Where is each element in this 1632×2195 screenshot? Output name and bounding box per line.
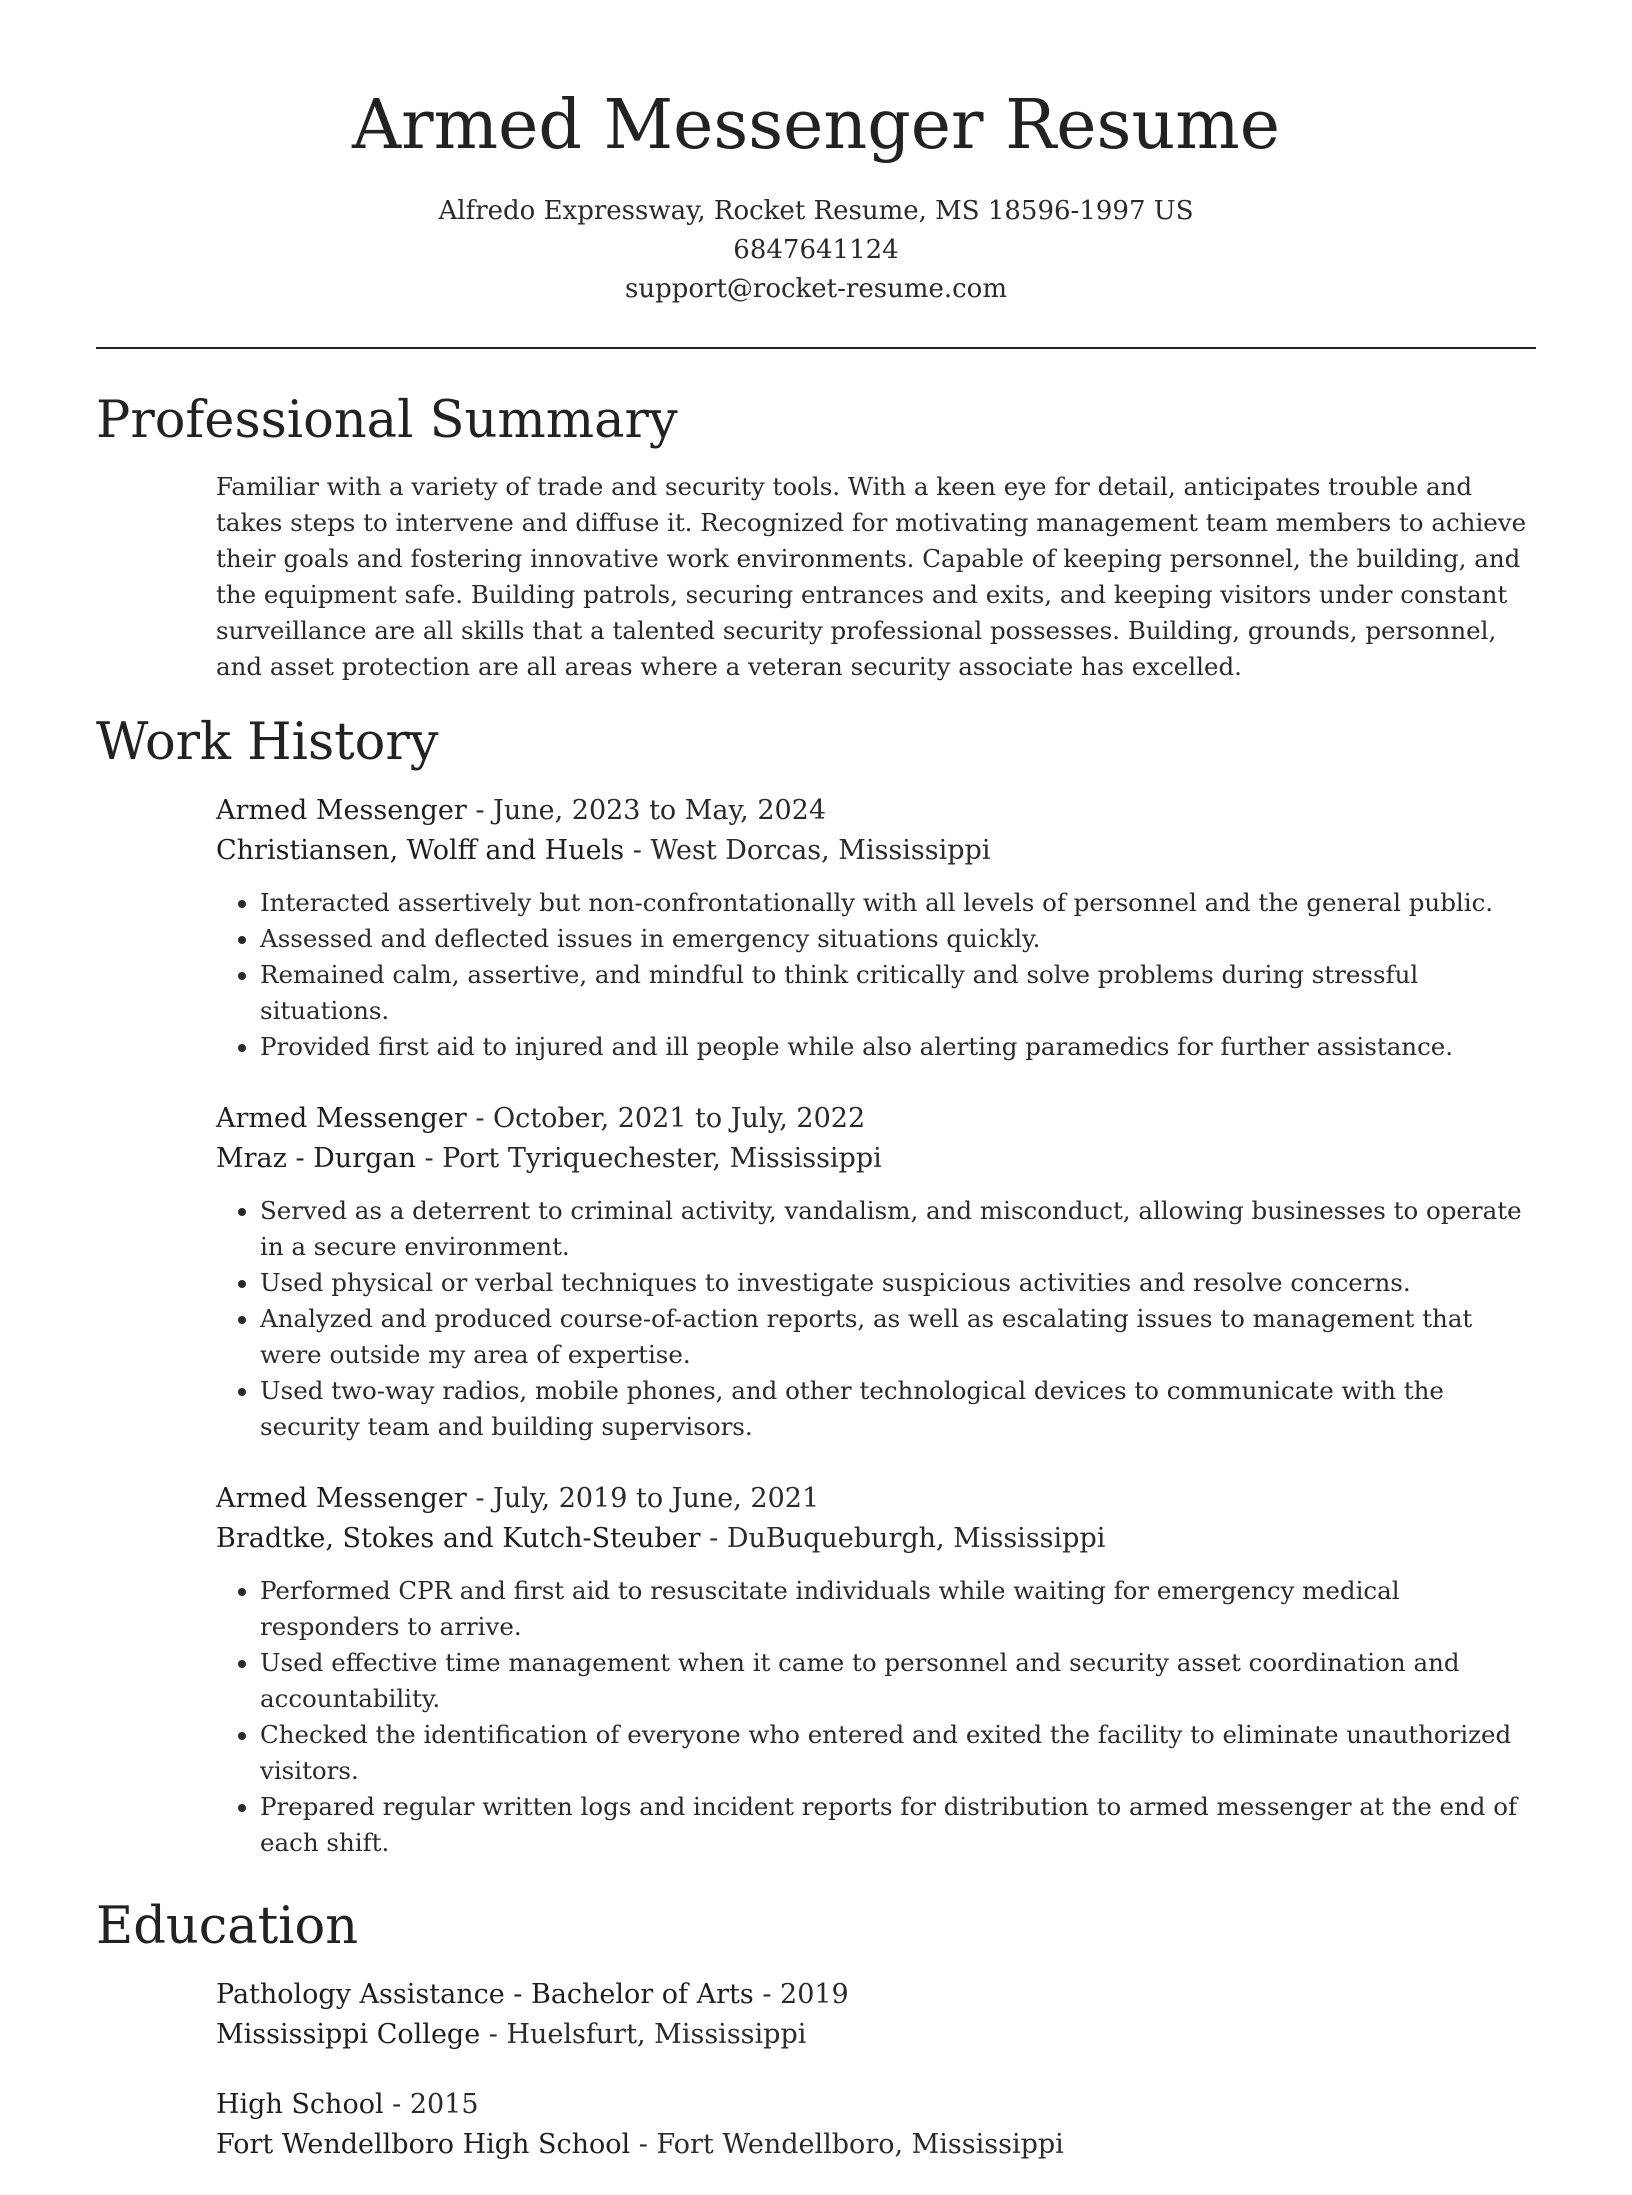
summary-text: Familiar with a variety of trade and security tools. With a keen eye for detail, anticipates trouble and takes steps to intervene and diffuse it. Recognized for motivating management team members to achieve their goals and fostering innovative work environments. Capable of keeping personnel, the building, and the equipment safe. Building patrols, securing entrances and exits, and keeping visitors under constant surveillance are all skills that a talented security professional possesses. Building, grounds, personnel, and asset protection are all areas where a veteran security associate has excelled.: [216, 472, 1527, 681]
job-location: - Port Tyriquechester, Mississippi: [415, 1143, 882, 1174]
resume-header: [96, 0, 1536, 309]
education-school-line: [216, 2015, 1536, 2055]
job-role: Armed Messenger: [216, 795, 467, 826]
job-entry: [216, 1099, 1536, 1445]
job-company-line: [216, 1139, 1536, 1179]
professional-summary-section: [96, 389, 1536, 685]
job-dates: - June, 2023 to May, 2024: [466, 795, 827, 826]
job-title-line: [216, 1099, 1536, 1139]
job-bullet: • Assessed and deflected issues in emergency situations quickly.: [260, 921, 1536, 957]
education-school: Fort Wendellboro High School: [216, 2129, 631, 2160]
job-company: Christiansen, Wolff and Huels: [216, 835, 625, 866]
job-bullets: [216, 1573, 1536, 1861]
job-bullets: [216, 1193, 1536, 1445]
job-bullet: • Used two-way radios, mobile phones, and other technological devices to communicate with the security team and building supervisors.: [260, 1373, 1536, 1445]
job-location: - West Dorcas, Mississippi: [624, 835, 991, 866]
job-company-line: [216, 1519, 1536, 1559]
job-title-line: [216, 791, 1536, 831]
job-dates: - October, 2021 to July, 2022: [466, 1103, 866, 1134]
contact-phone: 6847641124: [733, 235, 899, 265]
job-bullet: • Remained calm, assertive, and mindful to think critically and solve problems during stressful situations.: [260, 957, 1536, 1029]
resume-page: [96, 0, 1536, 2195]
job-bullet: • Provided first aid to injured and ill people while also alerting paramedics for further assistance.: [260, 1029, 1536, 1065]
education-degree: High School: [216, 2089, 384, 2120]
job-bullets: [216, 885, 1536, 1065]
education-location: - Huelsfurt, Mississippi: [480, 2019, 807, 2050]
education-school: Mississippi College: [216, 2019, 481, 2050]
job-location: - DuBuqueburgh, Mississippi: [700, 1523, 1106, 1554]
job-bullet: • Used physical or verbal techniques to investigate suspicious activities and resolve concerns.: [260, 1265, 1536, 1301]
job-bullet: • Interacted assertively but non-confrontationally with all levels of personnel and the general public.: [260, 885, 1536, 921]
job-bullet: • Prepared regular written logs and incident reports for distribution to armed messenger at the end of each shift.: [260, 1789, 1536, 1861]
education-section: [96, 1895, 1536, 2165]
job-entry: [216, 1479, 1536, 1861]
job-bullet: • Performed CPR and first aid to resuscitate individuals while waiting for emergency medical responders to arrive.: [260, 1573, 1536, 1645]
education-degree-line: [216, 2085, 1536, 2125]
education-degree-line: [216, 1975, 1536, 2015]
job-bullet: • Served as a deterrent to criminal activity, vandalism, and misconduct, allowing businesses to operate in a secure environment.: [260, 1193, 1536, 1265]
job-dates: - July, 2019 to June, 2021: [466, 1483, 820, 1514]
job-bullet: • Checked the identification of everyone who entered and exited the facility to eliminate unauthorized visitors.: [260, 1717, 1536, 1789]
header-divider: [96, 347, 1536, 349]
job-company: Bradtke, Stokes and Kutch-Steuber: [216, 1523, 701, 1554]
education-location: - Fort Wendellboro, Mississippi: [630, 2129, 1064, 2160]
work-history-section: [96, 711, 1536, 1861]
job-bullet: • Analyzed and produced course-of-action reports, as well as escalating issues to management that were outside my area of expertise.: [260, 1301, 1536, 1373]
education-school-line: [216, 2125, 1536, 2165]
job-role: Armed Messenger: [216, 1483, 467, 1514]
contact-email: support@rocket-resume.com: [624, 274, 1007, 304]
job-role: Armed Messenger: [216, 1103, 467, 1134]
education-entry: [216, 2085, 1536, 2165]
education-year: - 2019: [753, 1979, 849, 2010]
work-history-heading: Work History: [96, 713, 439, 772]
resume-title: Armed Messenger Resume: [352, 86, 1280, 165]
education-degree: Pathology Assistance - Bachelor of Arts: [216, 1979, 754, 2010]
contact-address: Alfredo Expressway, Rocket Resume, MS 18596-1997 US: [438, 196, 1194, 226]
job-entry: [216, 791, 1536, 1065]
job-company: Mraz - Durgan: [216, 1143, 416, 1174]
job-title-line: [216, 1479, 1536, 1519]
job-bullet: • Used effective time management when it came to personnel and security asset coordination and accountability.: [260, 1645, 1536, 1717]
education-entry: [216, 1975, 1536, 2055]
summary-heading: Professional Summary: [96, 391, 678, 450]
education-year: - 2015: [383, 2089, 479, 2120]
job-company-line: [216, 831, 1536, 871]
education-heading: Education: [96, 1897, 359, 1956]
